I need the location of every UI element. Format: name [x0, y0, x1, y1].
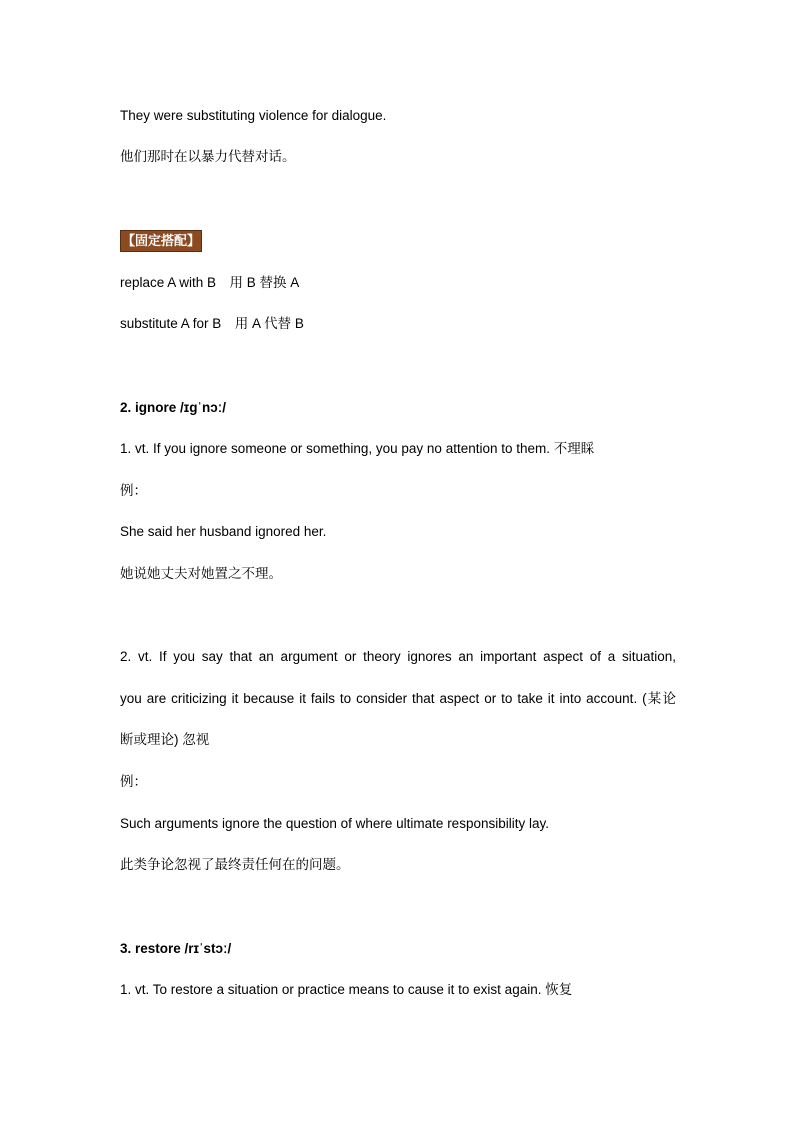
word-heading-restore: 3. restore /rɪˈstɔː/ — [120, 941, 232, 956]
collocation-item: substitute A for B 用 A 代替 B — [120, 316, 304, 331]
definition-restore-1: 1. vt. To restore a situation or practice means to cause it to exist again. 恢复 — [120, 982, 573, 997]
word-heading-ignore: 2. ignore /ɪɡˈnɔː/ — [120, 400, 226, 415]
example-sentence-en: She said her husband ignored her. — [120, 524, 327, 539]
definition-ignore-2-line1: 2. vt. If you say that an argument or theory ignores an important aspect of a situation, — [120, 649, 676, 664]
collocation-tag: 【固定搭配】 — [120, 230, 202, 252]
example-sentence-zh: 他们那时在以暴力代替对话。 — [120, 149, 296, 164]
example-sentence-zh: 此类争论忽视了最终责任何在的问题。 — [120, 857, 350, 872]
example-sentence-en: They were substituting violence for dialogue. — [120, 108, 387, 123]
example-label: 例： — [120, 483, 147, 498]
definition-ignore-2-line2: you are criticizing it because it fails to consider that aspect or to take it into account. (某论 — [120, 691, 676, 706]
definition-ignore-1: 1. vt. If you ignore someone or something, you pay no attention to them. 不理睬 — [120, 441, 595, 456]
example-sentence-en: Such arguments ignore the question of where ultimate responsibility lay. — [120, 816, 549, 831]
example-sentence-zh: 她说她丈夫对她置之不理。 — [120, 566, 282, 581]
definition-ignore-2-line3: 断或理论) 忽视 — [120, 732, 210, 747]
collocation-item: replace A with B 用 B 替换 A — [120, 275, 300, 290]
example-label: 例： — [120, 774, 147, 789]
